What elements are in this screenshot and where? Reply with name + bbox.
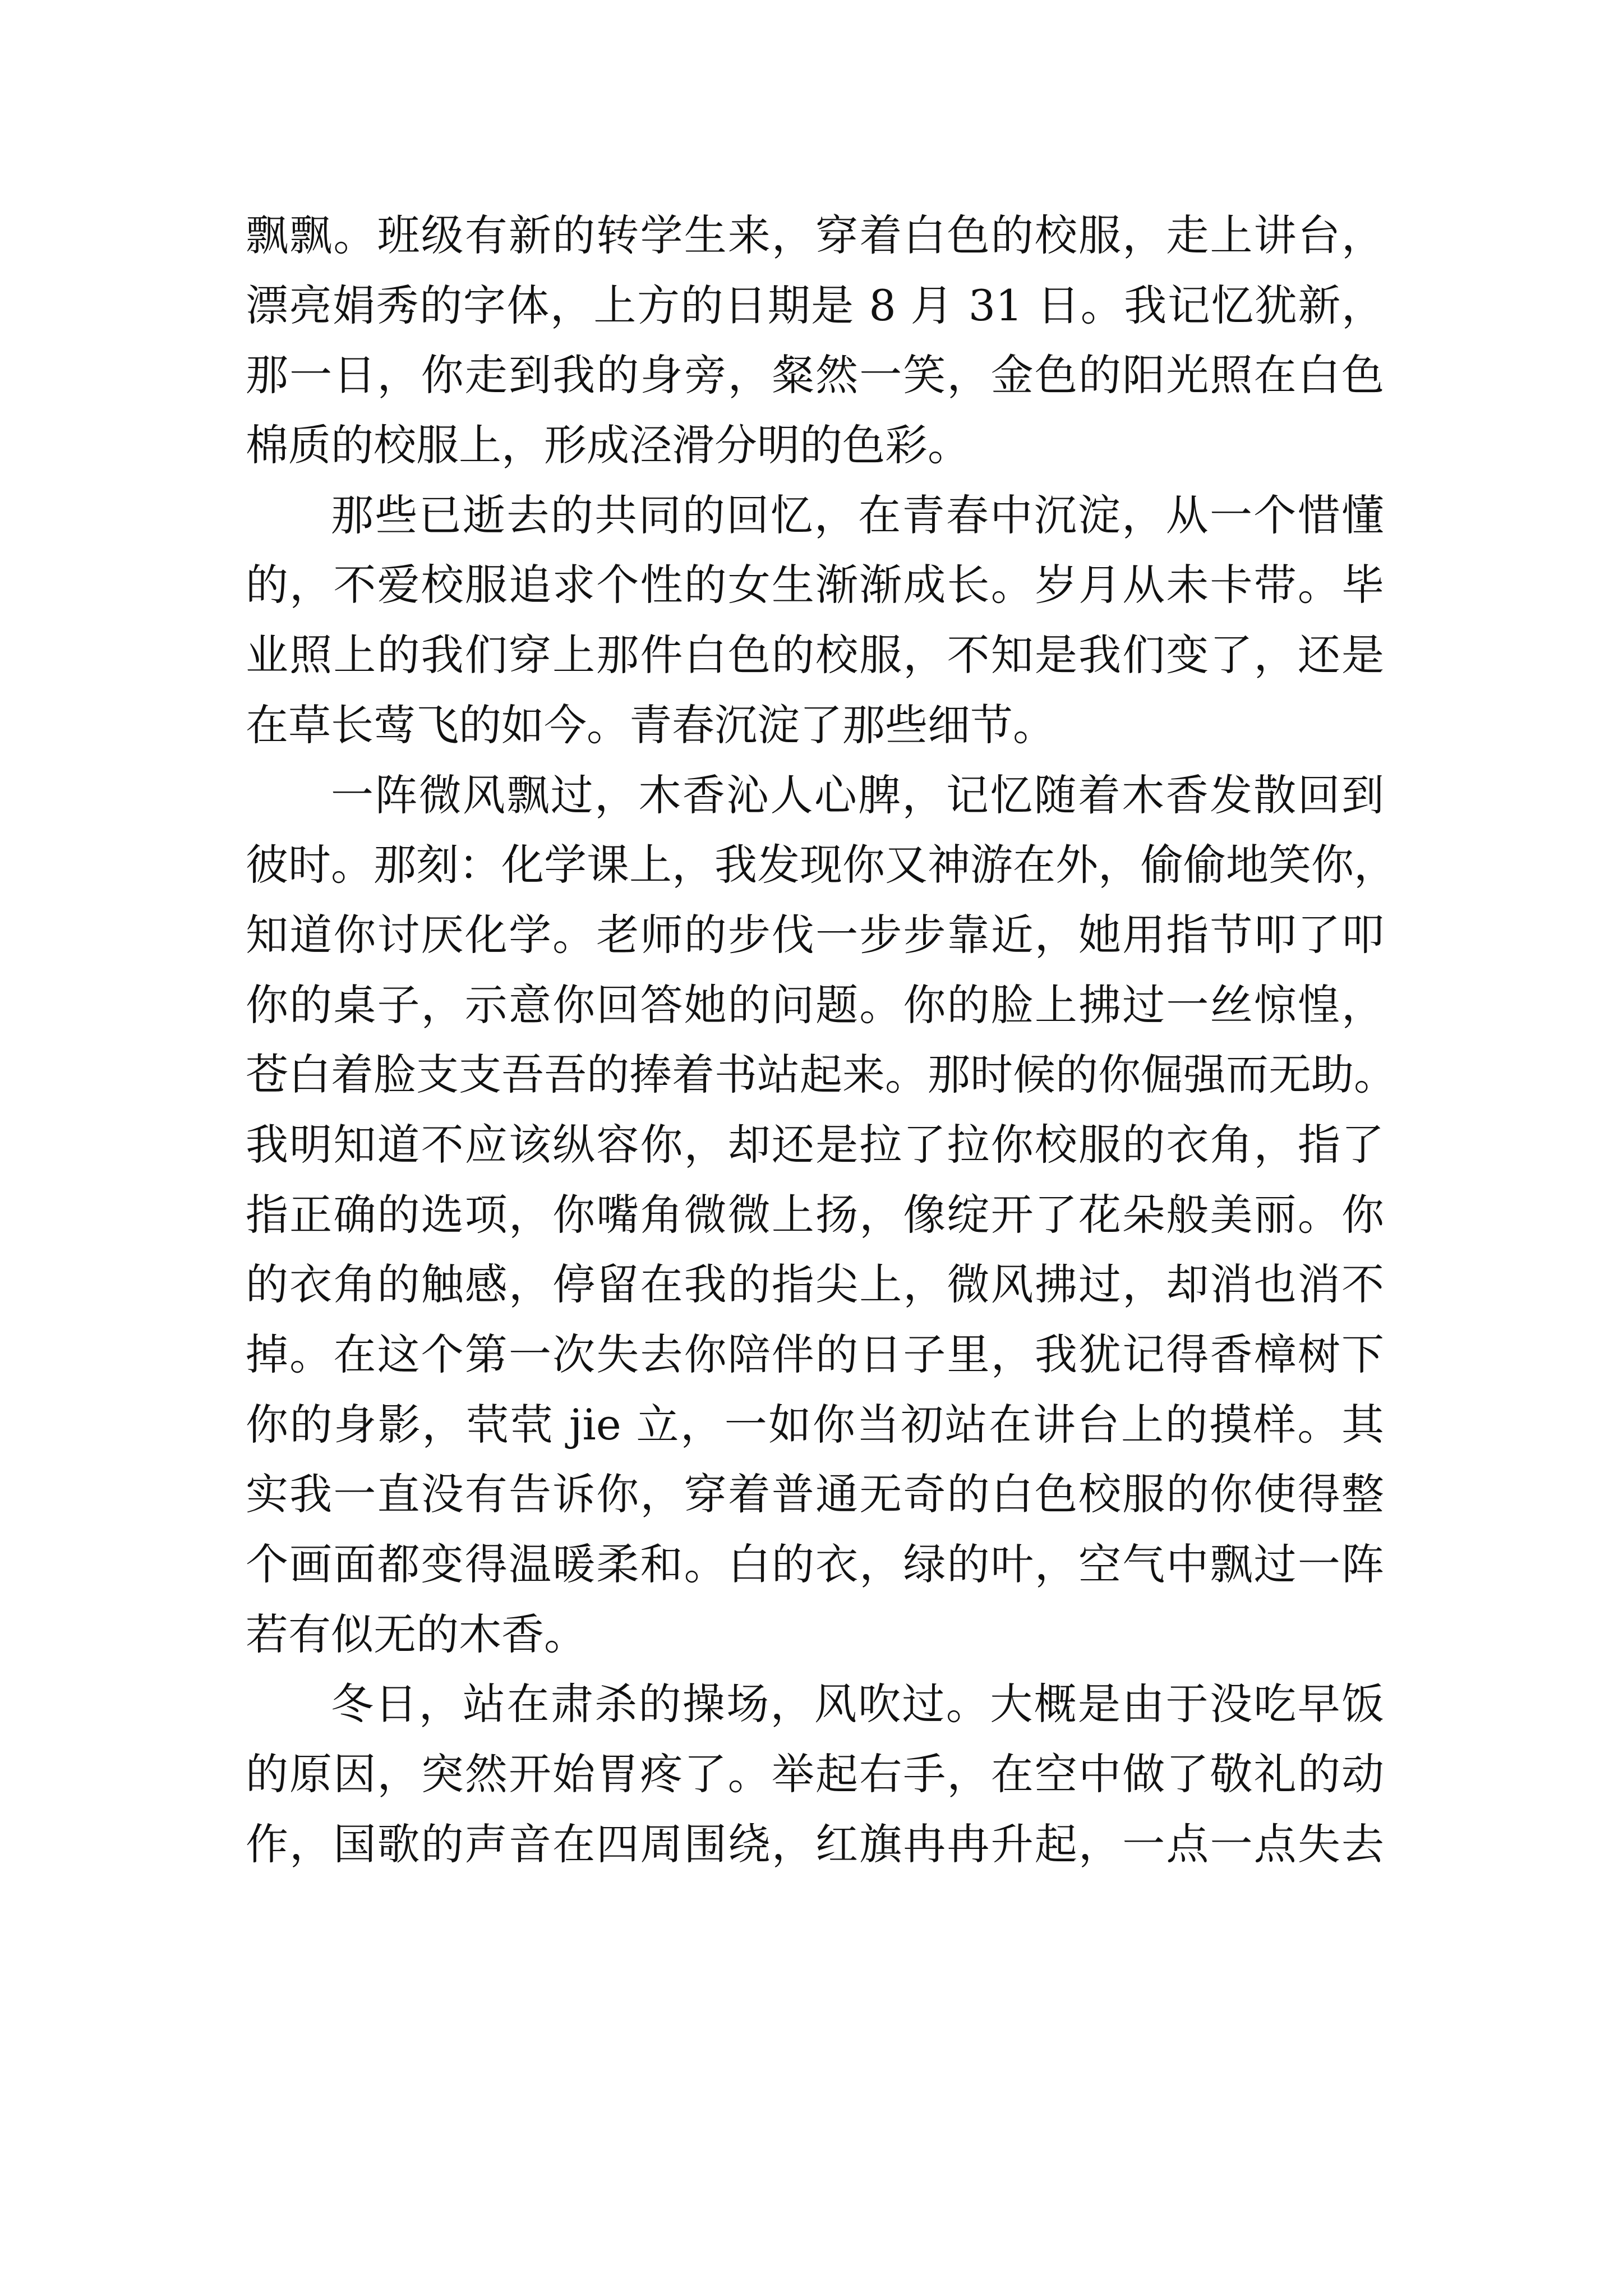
- text-line: 棉质的校服上，形成泾滑分明的色彩。: [246, 420, 970, 471]
- text-line: 你的身影，茕茕 jie 立，一如你当初站在讲台上的摸样。其: [246, 1399, 1384, 1450]
- text-line: 业照上的我们穿上那件白色的校服，不知是我们变了，还是: [246, 630, 1384, 680]
- text-line: 的衣角的触感，停留在我的指尖上，微风拂过，却消也消不: [246, 1259, 1384, 1310]
- text-line: 我明知道不应该纵容你，却还是拉了拉你校服的衣角，指了: [246, 1119, 1384, 1170]
- text-line: 漂亮娟秀的字体，上方的日期是 8 月 31 日。我记忆犹新，: [246, 280, 1384, 330]
- text-line: 那一日，你走到我的身旁，粲然一笑，金色的阳光照在白色: [246, 350, 1384, 401]
- text-line: 那些已逝去的共同的回忆，在青春中沉淀，从一个惜懂: [331, 490, 1384, 540]
- text-line: 冬日，站在肃杀的操场，风吹过。大概是由于没吃早饭: [331, 1679, 1384, 1729]
- text-line: 实我一直没有告诉你，穿着普通无奇的白色校服的你使得整: [246, 1469, 1384, 1520]
- text-line: 彼时。那刻：化学课上，我发现你又神游在外，偷偷地笑你，: [246, 840, 1396, 890]
- text-line: 若有似无的木香。: [246, 1609, 587, 1659]
- body-text: [246, 201, 1396, 1880]
- text-line: 一阵微风飘过，木香沁人心脾，记忆随着木香发散回到: [331, 770, 1384, 820]
- text-line: 作，国歌的声音在四周围绕，红旗冉冉升起，一点一点失去: [246, 1819, 1384, 1869]
- text-line: 指正确的选项，你嘴角微微上扬，像绽开了花朵般美丽。你: [246, 1189, 1384, 1240]
- text-line: 在草长莺飞的如今。青春沉淀了那些细节。: [246, 700, 1055, 750]
- text-line: 知道你讨厌化学。老师的步伐一步步靠近，她用指节叩了叩: [246, 909, 1384, 960]
- text-line: 掉。在这个第一次失去你陪伴的日子里，我犹记得香樟树下: [246, 1329, 1384, 1379]
- text-line: 的原因，突然开始胃疼了。举起右手，在空中做了敬礼的动: [246, 1749, 1384, 1800]
- text-line: 个画面都变得温暖柔和。白的衣，绿的叶，空气中飘过一阵: [246, 1539, 1384, 1590]
- text-line: 飘飘。班级有新的转学生来，穿着白色的校服，走上讲台，: [246, 210, 1384, 260]
- text-line: 你的桌子，示意你回答她的问题。你的脸上拂过一丝惊惶，: [246, 979, 1384, 1030]
- text-line: 的，不爱校服追求个性的女生渐渐成长。岁月从未卡带。毕: [246, 560, 1384, 610]
- text-line: 苍白着脸支支吾吾的捧着书站起来。那时候的你倔强而无助。: [246, 1050, 1396, 1100]
